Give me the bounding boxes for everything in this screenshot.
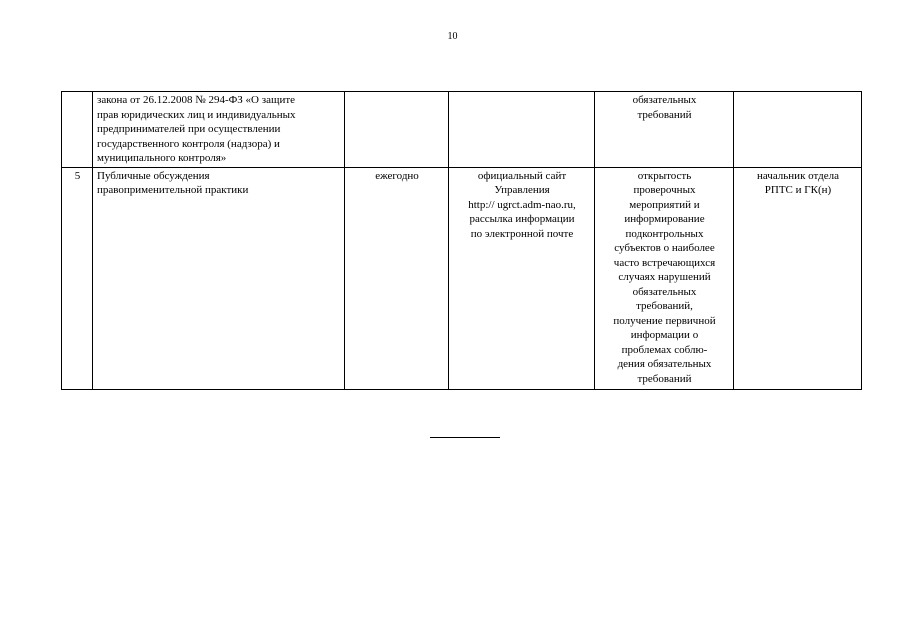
event-name-line: муниципального контроля»: [97, 152, 227, 164]
source-cell: [449, 92, 595, 168]
source-line: Управления: [494, 184, 550, 196]
event-name-line: государственного контроля (надзора) и: [97, 137, 280, 150]
responsible-cell: [734, 92, 862, 168]
table-row: [62, 92, 862, 168]
result-line: требований,: [636, 300, 693, 312]
result-line: требований: [637, 372, 692, 385]
result-line: обязательных: [632, 94, 697, 106]
event-name-line: прав юридических лиц и индивидуальных: [97, 108, 296, 121]
responsible-line: РПТС и ГК(н): [764, 184, 832, 196]
row-number: 5: [74, 169, 81, 182]
result-line: подконтрольных: [625, 227, 704, 240]
plan-table: [61, 91, 862, 390]
result-cell: [595, 167, 734, 389]
result-line: требований: [637, 108, 692, 121]
result-line: проверочных: [633, 184, 696, 196]
term-line: ежегодно: [375, 169, 419, 182]
source-line: по электронной почте: [470, 227, 574, 240]
event-name-line: правоприменительной практики: [97, 184, 249, 196]
term-cell: [345, 167, 449, 389]
result-line: получение первичной: [613, 314, 716, 327]
event-name-cell: [93, 92, 345, 168]
event-name-line: закона от 26.12.2008 № 294-ФЗ «О защите: [97, 94, 296, 106]
result-line: обязательных: [632, 285, 697, 298]
result-line: мероприятий и: [629, 198, 700, 211]
result-line: информирование: [624, 213, 705, 225]
responsible-cell: [734, 167, 862, 389]
row-number-cell: [62, 167, 93, 389]
result-line: часто встречающихся: [613, 256, 716, 269]
source-cell: [449, 167, 595, 389]
table-row: [62, 167, 862, 389]
source-line: официальный сайт: [477, 169, 567, 182]
result-line: открытость: [637, 169, 692, 182]
source-line: рассылка информации: [469, 213, 575, 225]
event-name-cell: [93, 167, 345, 389]
term-cell: [345, 92, 449, 168]
end-of-table-rule: [430, 437, 500, 438]
source-url-line: http:// ugrct.adm-nao.ru,: [468, 198, 576, 211]
result-line: проблемах соблю-: [621, 343, 708, 356]
event-name-line: предпринимателей при осуществлении: [97, 123, 281, 135]
row-number-cell: [62, 92, 93, 168]
result-line: субъектов о наиболее: [614, 242, 715, 254]
result-line: информации о: [630, 329, 699, 341]
result-line: дения обязательных: [617, 358, 712, 370]
page-number: 10: [447, 31, 458, 42]
event-name-line: Публичные обсуждения: [97, 169, 210, 182]
responsible-line: начальник отдела: [756, 169, 840, 182]
result-line: случаях нарушений: [618, 271, 711, 283]
result-cell: [595, 92, 734, 168]
